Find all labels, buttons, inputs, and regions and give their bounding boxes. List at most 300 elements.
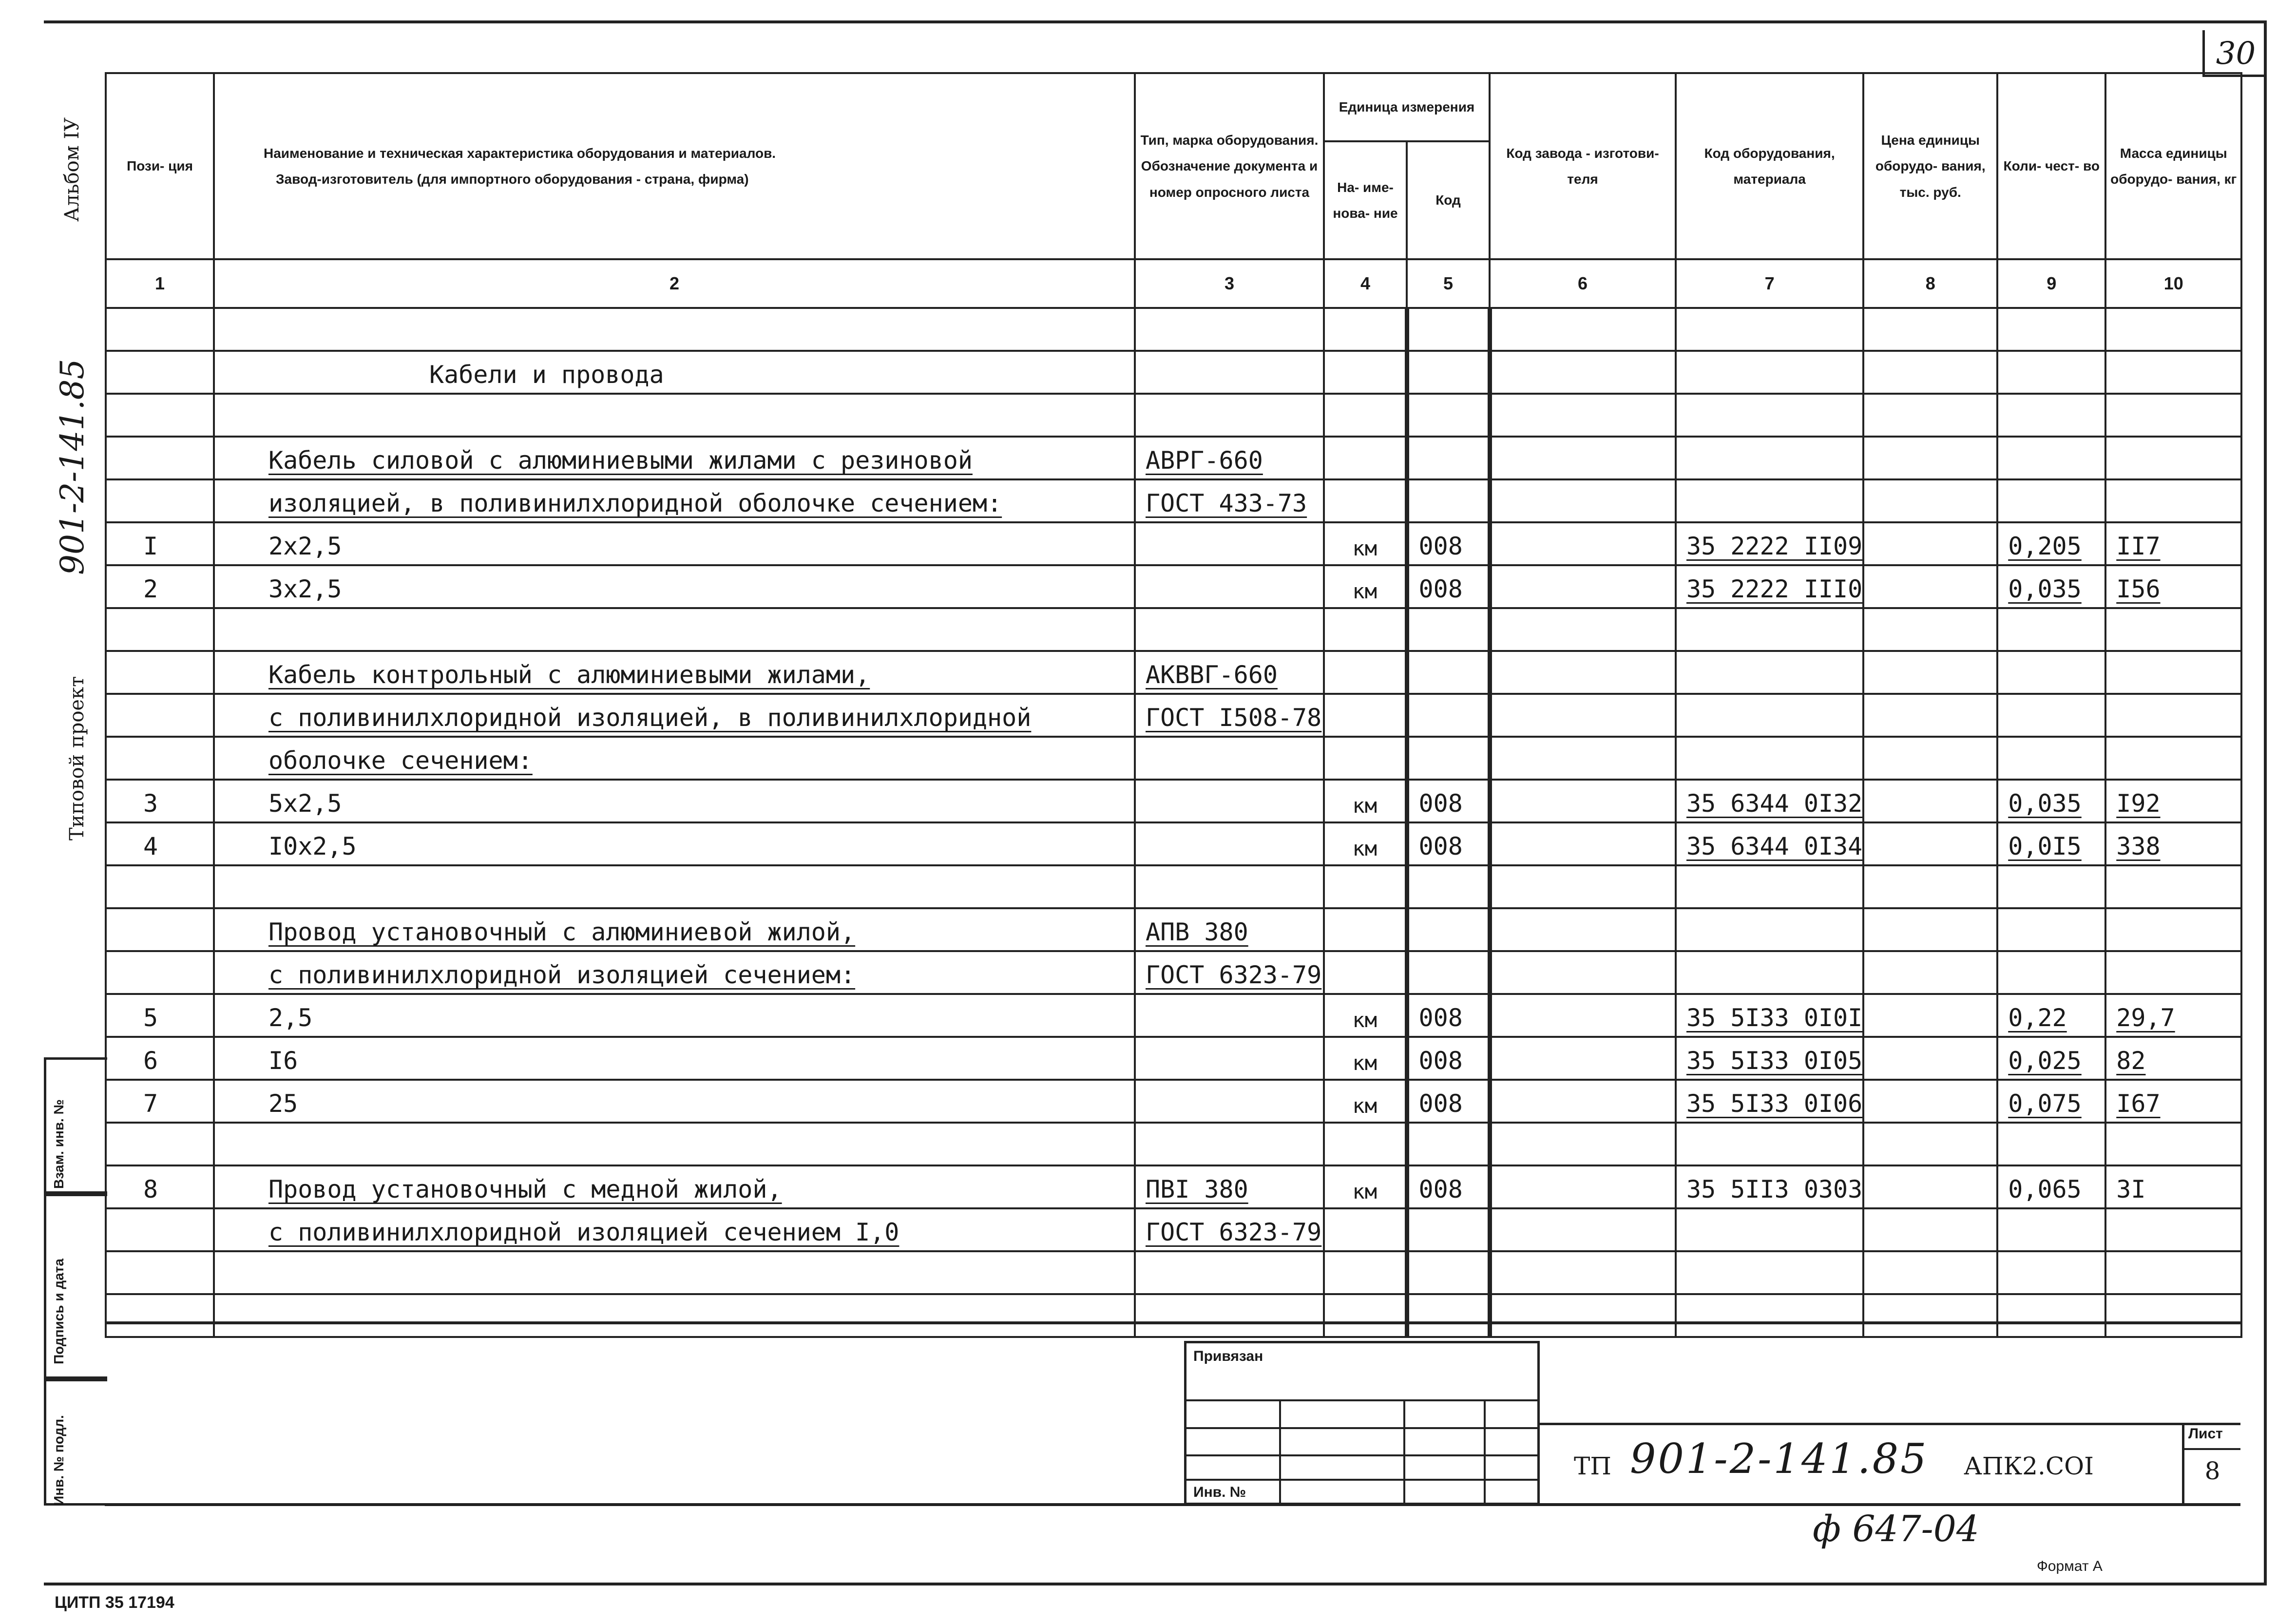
col-number: 7 (1676, 259, 1863, 308)
table-row (106, 1294, 2241, 1337)
table-row (106, 522, 2241, 565)
cell-position (106, 351, 214, 394)
cell-material-code (1676, 865, 1863, 908)
cell-unit (1324, 351, 1407, 394)
cell-type (1135, 994, 1324, 1037)
cell-unit-code (1407, 1165, 1490, 1208)
header-factory-code: Код завода - изготови- теля (1490, 73, 1676, 259)
cell-material-code (1676, 565, 1863, 608)
cell-mass (2105, 351, 2241, 394)
cell-name (214, 822, 1135, 865)
cell-unit-code (1407, 694, 1490, 737)
cell-mass (2105, 479, 2241, 522)
cell-name-text: Провод установочный с алюминиевой жилой, (268, 918, 856, 946)
cell-quantity (1997, 951, 2105, 994)
cell-mass (2105, 780, 2241, 822)
cell-name (214, 908, 1135, 951)
cell-name (214, 565, 1135, 608)
cell-price (1863, 437, 1997, 479)
cell-type-text: АПВ 380 (1146, 918, 1248, 946)
privyazan-inv: Инв. № (1193, 1484, 1246, 1500)
cell-factory-code (1490, 394, 1676, 437)
cell-position (106, 951, 214, 994)
cell-name-text: 5х2,5 (268, 789, 342, 818)
cell-name-text: с поливинилхлоридной изоляцией сечением: (268, 961, 856, 989)
cell-unit-code (1407, 1208, 1490, 1251)
col-number: 9 (1997, 259, 2105, 308)
cell-mass (2105, 822, 2241, 865)
table-body (106, 308, 2241, 1337)
cell-price (1863, 1123, 1997, 1165)
cell-mass (2105, 908, 2241, 951)
cell-position (106, 522, 214, 565)
cell-position (106, 994, 214, 1037)
cell-position (106, 608, 214, 651)
cell-mass (2105, 1123, 2241, 1165)
cell-unit (1324, 1037, 1407, 1080)
header-name-line1: Наименование и техническая характеристика оборудования и материалов. (264, 145, 776, 161)
cell-name (214, 1251, 1135, 1294)
cell-position (106, 1123, 214, 1165)
cell-name (214, 608, 1135, 651)
footer-handwritten: ф 647-04 (1813, 1508, 1979, 1550)
cell-factory-code (1490, 1123, 1676, 1165)
table-row (106, 437, 2241, 479)
cell-unit-code-text: 008 (1418, 832, 1463, 860)
cell-price (1863, 822, 1997, 865)
privyazan-vline (1279, 1401, 1281, 1503)
cell-type (1135, 737, 1324, 780)
side-stamp-inv (44, 1379, 107, 1506)
cell-mass-text: 3I (2116, 1175, 2146, 1203)
cell-material-code (1676, 951, 1863, 994)
cell-mass (2105, 522, 2241, 565)
cell-factory-code (1490, 1251, 1676, 1294)
header-unit-code: Код (1407, 141, 1490, 259)
cell-price (1863, 694, 1997, 737)
cell-name-text: 25 (268, 1089, 298, 1118)
cell-material-code (1676, 737, 1863, 780)
cell-factory-code (1490, 308, 1676, 351)
table-row (106, 1080, 2241, 1123)
cell-material-code (1676, 351, 1863, 394)
cell-unit-code (1407, 1123, 1490, 1165)
table-row (106, 780, 2241, 822)
cell-material-code (1676, 308, 1863, 351)
cell-position-text: 2 (143, 575, 158, 603)
cell-position (106, 651, 214, 694)
cell-price (1863, 1251, 1997, 1294)
col-number: 10 (2105, 259, 2241, 308)
table-row (106, 651, 2241, 694)
cell-name-text: I6 (268, 1047, 298, 1075)
cell-factory-code (1490, 437, 1676, 479)
cell-unit-code (1407, 865, 1490, 908)
cell-factory-code (1490, 994, 1676, 1037)
cell-unit-code-text: 008 (1418, 1047, 1463, 1075)
cell-material-code (1676, 1165, 1863, 1208)
cell-material-code-text: 35 2222 II09 (1686, 532, 1863, 560)
cell-mass-text: II7 (2116, 532, 2161, 560)
cell-mass-text: 338 (2116, 832, 2161, 860)
cell-quantity (1997, 1080, 2105, 1123)
cell-price (1863, 394, 1997, 437)
cell-name (214, 737, 1135, 780)
cell-unit (1324, 522, 1407, 565)
cell-position (106, 908, 214, 951)
cell-position (106, 1208, 214, 1251)
cell-quantity (1997, 608, 2105, 651)
header-name (214, 73, 1135, 259)
col-number: 6 (1490, 259, 1676, 308)
cell-factory-code (1490, 737, 1676, 780)
privyazan-block (1184, 1341, 1540, 1505)
header-unit-group: Единица измерения (1324, 73, 1490, 141)
cell-type (1135, 1294, 1324, 1337)
cell-factory-code (1490, 865, 1676, 908)
cell-type-text: ПВI 380 (1146, 1175, 1248, 1203)
cell-mass (2105, 737, 2241, 780)
header-quantity: Коли- чест- во (1997, 73, 2105, 259)
cell-unit-code-text: 008 (1418, 1089, 1463, 1118)
cell-unit-text: км (1352, 1008, 1378, 1032)
cell-price (1863, 351, 1997, 394)
cell-unit (1324, 1208, 1407, 1251)
cell-material-code-text: 35 5I33 0I05 (1686, 1047, 1863, 1075)
privyazan-vline (1403, 1401, 1405, 1503)
table-row (106, 737, 2241, 780)
header-position: Пози- ция (106, 73, 214, 259)
cell-position (106, 308, 214, 351)
cell-quantity-text: 0,025 (2008, 1047, 2082, 1075)
cell-material-code-text: 35 5I33 0I0I (1686, 1004, 1863, 1032)
cell-material-code (1676, 394, 1863, 437)
format-label: Формат А (2037, 1558, 2103, 1574)
side-stamp-inv-text: Инв. № подл. (51, 1415, 66, 1506)
cell-quantity (1997, 908, 2105, 951)
cell-material-code (1676, 1251, 1863, 1294)
cell-mass-text: 82 (2116, 1047, 2146, 1075)
cell-quantity (1997, 351, 2105, 394)
cell-position (106, 1080, 214, 1123)
cell-mass (2105, 1208, 2241, 1251)
cell-unit-code (1407, 608, 1490, 651)
cell-type (1135, 1251, 1324, 1294)
cell-mass (2105, 1037, 2241, 1080)
cell-unit-code-text: 008 (1418, 789, 1463, 818)
cell-type (1135, 651, 1324, 694)
col-number: 3 (1135, 259, 1324, 308)
cell-unit-code (1407, 308, 1490, 351)
cell-quantity (1997, 1123, 2105, 1165)
cell-unit (1324, 394, 1407, 437)
cell-unit-code (1407, 908, 1490, 951)
cell-mass (2105, 1080, 2241, 1123)
table-row (106, 865, 2241, 908)
cell-mass (2105, 1165, 2241, 1208)
cell-position (106, 1294, 214, 1337)
cell-quantity (1997, 694, 2105, 737)
cell-type (1135, 822, 1324, 865)
cell-factory-code (1490, 1080, 1676, 1123)
table-row (106, 308, 2241, 351)
cell-factory-code (1490, 479, 1676, 522)
cell-type (1135, 694, 1324, 737)
cell-price (1863, 308, 1997, 351)
cell-name-text: с поливинилхлоридной изоляцией, в поливинилхлоридной (268, 704, 1032, 732)
cell-mass (2105, 608, 2241, 651)
cell-mass (2105, 1294, 2241, 1337)
cell-unit-code (1407, 437, 1490, 479)
cell-quantity-text: 0,22 (2008, 1004, 2067, 1032)
cell-price (1863, 994, 1997, 1037)
table-row (106, 1123, 2241, 1165)
cell-factory-code (1490, 651, 1676, 694)
cell-position (106, 822, 214, 865)
side-project-label: Типовой проект (66, 676, 88, 840)
cell-mass (2105, 308, 2241, 351)
col-number: 5 (1407, 259, 1490, 308)
cell-position-text: 8 (143, 1175, 158, 1203)
table-row (106, 951, 2241, 994)
sheet-number: 30 (2202, 30, 2267, 77)
cell-unit-code (1407, 351, 1490, 394)
cell-unit-text: км (1352, 536, 1378, 560)
cell-name-text: I0х2,5 (268, 832, 357, 860)
cell-quantity (1997, 522, 2105, 565)
table-row (106, 351, 2241, 394)
cell-type (1135, 608, 1324, 651)
privyazan-vline (1484, 1401, 1486, 1503)
cell-quantity (1997, 479, 2105, 522)
cell-unit-code (1407, 479, 1490, 522)
cell-quantity (1997, 822, 2105, 865)
cell-unit-code (1407, 1037, 1490, 1080)
cell-position-text: 6 (143, 1047, 158, 1075)
header-type: Тип, марка оборудования. Обозначение документа и номер опросного листа (1135, 73, 1324, 259)
cell-unit-code (1407, 522, 1490, 565)
tp-handwritten-number: 901-2-141.85 (1630, 1435, 1929, 1483)
cell-factory-code (1490, 608, 1676, 651)
side-stamp-vzam (44, 1057, 107, 1194)
cell-factory-code (1490, 1037, 1676, 1080)
cell-unit (1324, 565, 1407, 608)
cell-price (1863, 908, 1997, 951)
cell-quantity (1997, 1165, 2105, 1208)
cell-price (1863, 1080, 1997, 1123)
cell-quantity-text: 0,075 (2008, 1089, 2082, 1118)
cell-unit-text: км (1352, 794, 1378, 818)
cell-unit-text: км (1352, 579, 1378, 603)
cell-quantity-text: 0,035 (2008, 789, 2082, 818)
cell-type (1135, 394, 1324, 437)
cell-factory-code (1490, 565, 1676, 608)
table-row (106, 1251, 2241, 1294)
side-project-handwritten: 901-2-141.85 (54, 359, 91, 575)
cell-position (106, 565, 214, 608)
cell-material-code (1676, 822, 1863, 865)
list-line (2184, 1448, 2240, 1450)
cell-unit (1324, 780, 1407, 822)
cell-unit-code-text: 008 (1418, 1004, 1463, 1032)
cell-position-text: 4 (143, 832, 158, 860)
cell-unit (1324, 737, 1407, 780)
cell-mass (2105, 565, 2241, 608)
cell-material-code (1676, 651, 1863, 694)
side-stamp-podpis (44, 1194, 107, 1379)
cell-name (214, 1208, 1135, 1251)
bottom-rule (105, 1321, 2240, 1324)
cell-quantity (1997, 308, 2105, 351)
cell-unit-code-text: 008 (1418, 532, 1463, 560)
cell-unit (1324, 865, 1407, 908)
cell-material-code (1676, 694, 1863, 737)
cell-unit-text: км (1352, 1180, 1378, 1203)
cell-type (1135, 951, 1324, 994)
cell-name (214, 522, 1135, 565)
bottom-rule-2 (105, 1503, 2240, 1506)
title-block (1540, 1423, 2240, 1505)
cell-unit (1324, 951, 1407, 994)
cell-unit-code (1407, 1251, 1490, 1294)
cell-name-text: Провод установочный с медной жилой, (268, 1175, 782, 1203)
cell-name-text: Кабели и провода (429, 361, 664, 389)
cell-name (214, 694, 1135, 737)
cell-price (1863, 608, 1997, 651)
table-row (106, 394, 2241, 437)
cell-unit-text: км (1352, 1051, 1378, 1075)
cell-name (214, 951, 1135, 994)
cell-name-text: оболочке сечением: (268, 746, 533, 775)
table-row (106, 822, 2241, 865)
cell-material-code-text: 35 6344 0I32 (1686, 789, 1863, 818)
cell-mass (2105, 651, 2241, 694)
cell-quantity (1997, 1294, 2105, 1337)
cell-unit-code (1407, 565, 1490, 608)
cell-name (214, 1123, 1135, 1165)
cell-material-code (1676, 1123, 1863, 1165)
cell-unit (1324, 479, 1407, 522)
cell-name (214, 1294, 1135, 1337)
cell-quantity (1997, 394, 2105, 437)
cell-type-text: ГОСТ 433-73 (1146, 489, 1307, 517)
cell-type-text: ГОСТ 6323-79 (1146, 1218, 1322, 1246)
cell-position (106, 1251, 214, 1294)
cell-quantity-text: 0,065 (2008, 1175, 2082, 1203)
cell-name (214, 479, 1135, 522)
cell-quantity-text: 0,0I5 (2008, 832, 2082, 860)
header-material-code: Код оборудования, материала (1676, 73, 1863, 259)
cell-unit-text: км (1352, 837, 1378, 860)
cell-name (214, 1165, 1135, 1208)
col-number: 8 (1863, 259, 1997, 308)
cell-position (106, 1165, 214, 1208)
cell-name-text: Кабель силовой с алюминиевыми жилами с резиновой (268, 446, 973, 475)
cell-name-text: изоляцией, в поливинилхлоридной оболочке сечением: (268, 489, 1002, 517)
cell-material-code (1676, 1037, 1863, 1080)
cell-type-text: ГОСТ 6323-79 (1146, 961, 1322, 989)
cell-material-code (1676, 1294, 1863, 1337)
side-stamp-vzam-text: Взам. инв. № (51, 1099, 66, 1189)
cell-material-code (1676, 1208, 1863, 1251)
cell-price (1863, 737, 1997, 780)
cell-position (106, 1037, 214, 1080)
list-value: 8 (2204, 1457, 2220, 1485)
table-row (106, 608, 2241, 651)
cell-price (1863, 951, 1997, 994)
cell-position (106, 780, 214, 822)
cell-quantity (1997, 865, 2105, 908)
cell-material-code (1676, 522, 1863, 565)
cell-factory-code (1490, 951, 1676, 994)
col-number: 1 (106, 259, 214, 308)
cell-factory-code (1490, 1165, 1676, 1208)
cell-unit (1324, 1123, 1407, 1165)
cell-mass-text: I67 (2116, 1089, 2161, 1118)
cell-quantity (1997, 1208, 2105, 1251)
cell-type (1135, 1080, 1324, 1123)
cell-name-text: 2,5 (268, 1004, 313, 1032)
cell-material-code (1676, 908, 1863, 951)
cell-type (1135, 479, 1324, 522)
cell-name (214, 1080, 1135, 1123)
header-mass: Масса единицы оборудо- вания, кг (2105, 73, 2241, 259)
table-row (106, 1165, 2241, 1208)
list-box (2182, 1423, 2240, 1505)
cell-unit-code (1407, 1294, 1490, 1337)
cell-name (214, 780, 1135, 822)
cell-name (214, 651, 1135, 694)
cell-price (1863, 780, 1997, 822)
cell-unit (1324, 1165, 1407, 1208)
cell-unit-code-text: 008 (1418, 1175, 1463, 1203)
header-price: Цена единицы оборудо- вания, тыс. руб. (1863, 73, 1997, 259)
cell-price (1863, 565, 1997, 608)
cell-factory-code (1490, 822, 1676, 865)
cell-name (214, 308, 1135, 351)
col-number: 2 (214, 259, 1135, 308)
cell-unit (1324, 651, 1407, 694)
cell-factory-code (1490, 908, 1676, 951)
cell-unit (1324, 694, 1407, 737)
cell-quantity (1997, 437, 2105, 479)
cell-unit (1324, 908, 1407, 951)
cell-quantity-text: 0,035 (2008, 575, 2082, 603)
cell-quantity-text: 0,205 (2008, 532, 2082, 560)
cell-unit-code (1407, 951, 1490, 994)
cell-quantity (1997, 1037, 2105, 1080)
cell-mass (2105, 865, 2241, 908)
cell-unit-code (1407, 822, 1490, 865)
cell-price (1863, 1208, 1997, 1251)
cell-type (1135, 1165, 1324, 1208)
cell-factory-code (1490, 1208, 1676, 1251)
cell-position-text: 7 (143, 1089, 158, 1118)
cell-quantity (1997, 780, 2105, 822)
cell-name-text: 2х2,5 (268, 532, 342, 560)
table-row (106, 994, 2241, 1037)
cell-name (214, 1037, 1135, 1080)
cell-mass (2105, 1251, 2241, 1294)
cell-name-text: Кабель контрольный с алюминиевыми жилами, (268, 661, 870, 689)
cell-unit (1324, 1080, 1407, 1123)
cell-type (1135, 565, 1324, 608)
cell-unit-code (1407, 1080, 1490, 1123)
cell-unit-code (1407, 737, 1490, 780)
cell-material-code (1676, 608, 1863, 651)
specification-table (105, 72, 2242, 1338)
cell-mass-text: I56 (2116, 575, 2161, 603)
